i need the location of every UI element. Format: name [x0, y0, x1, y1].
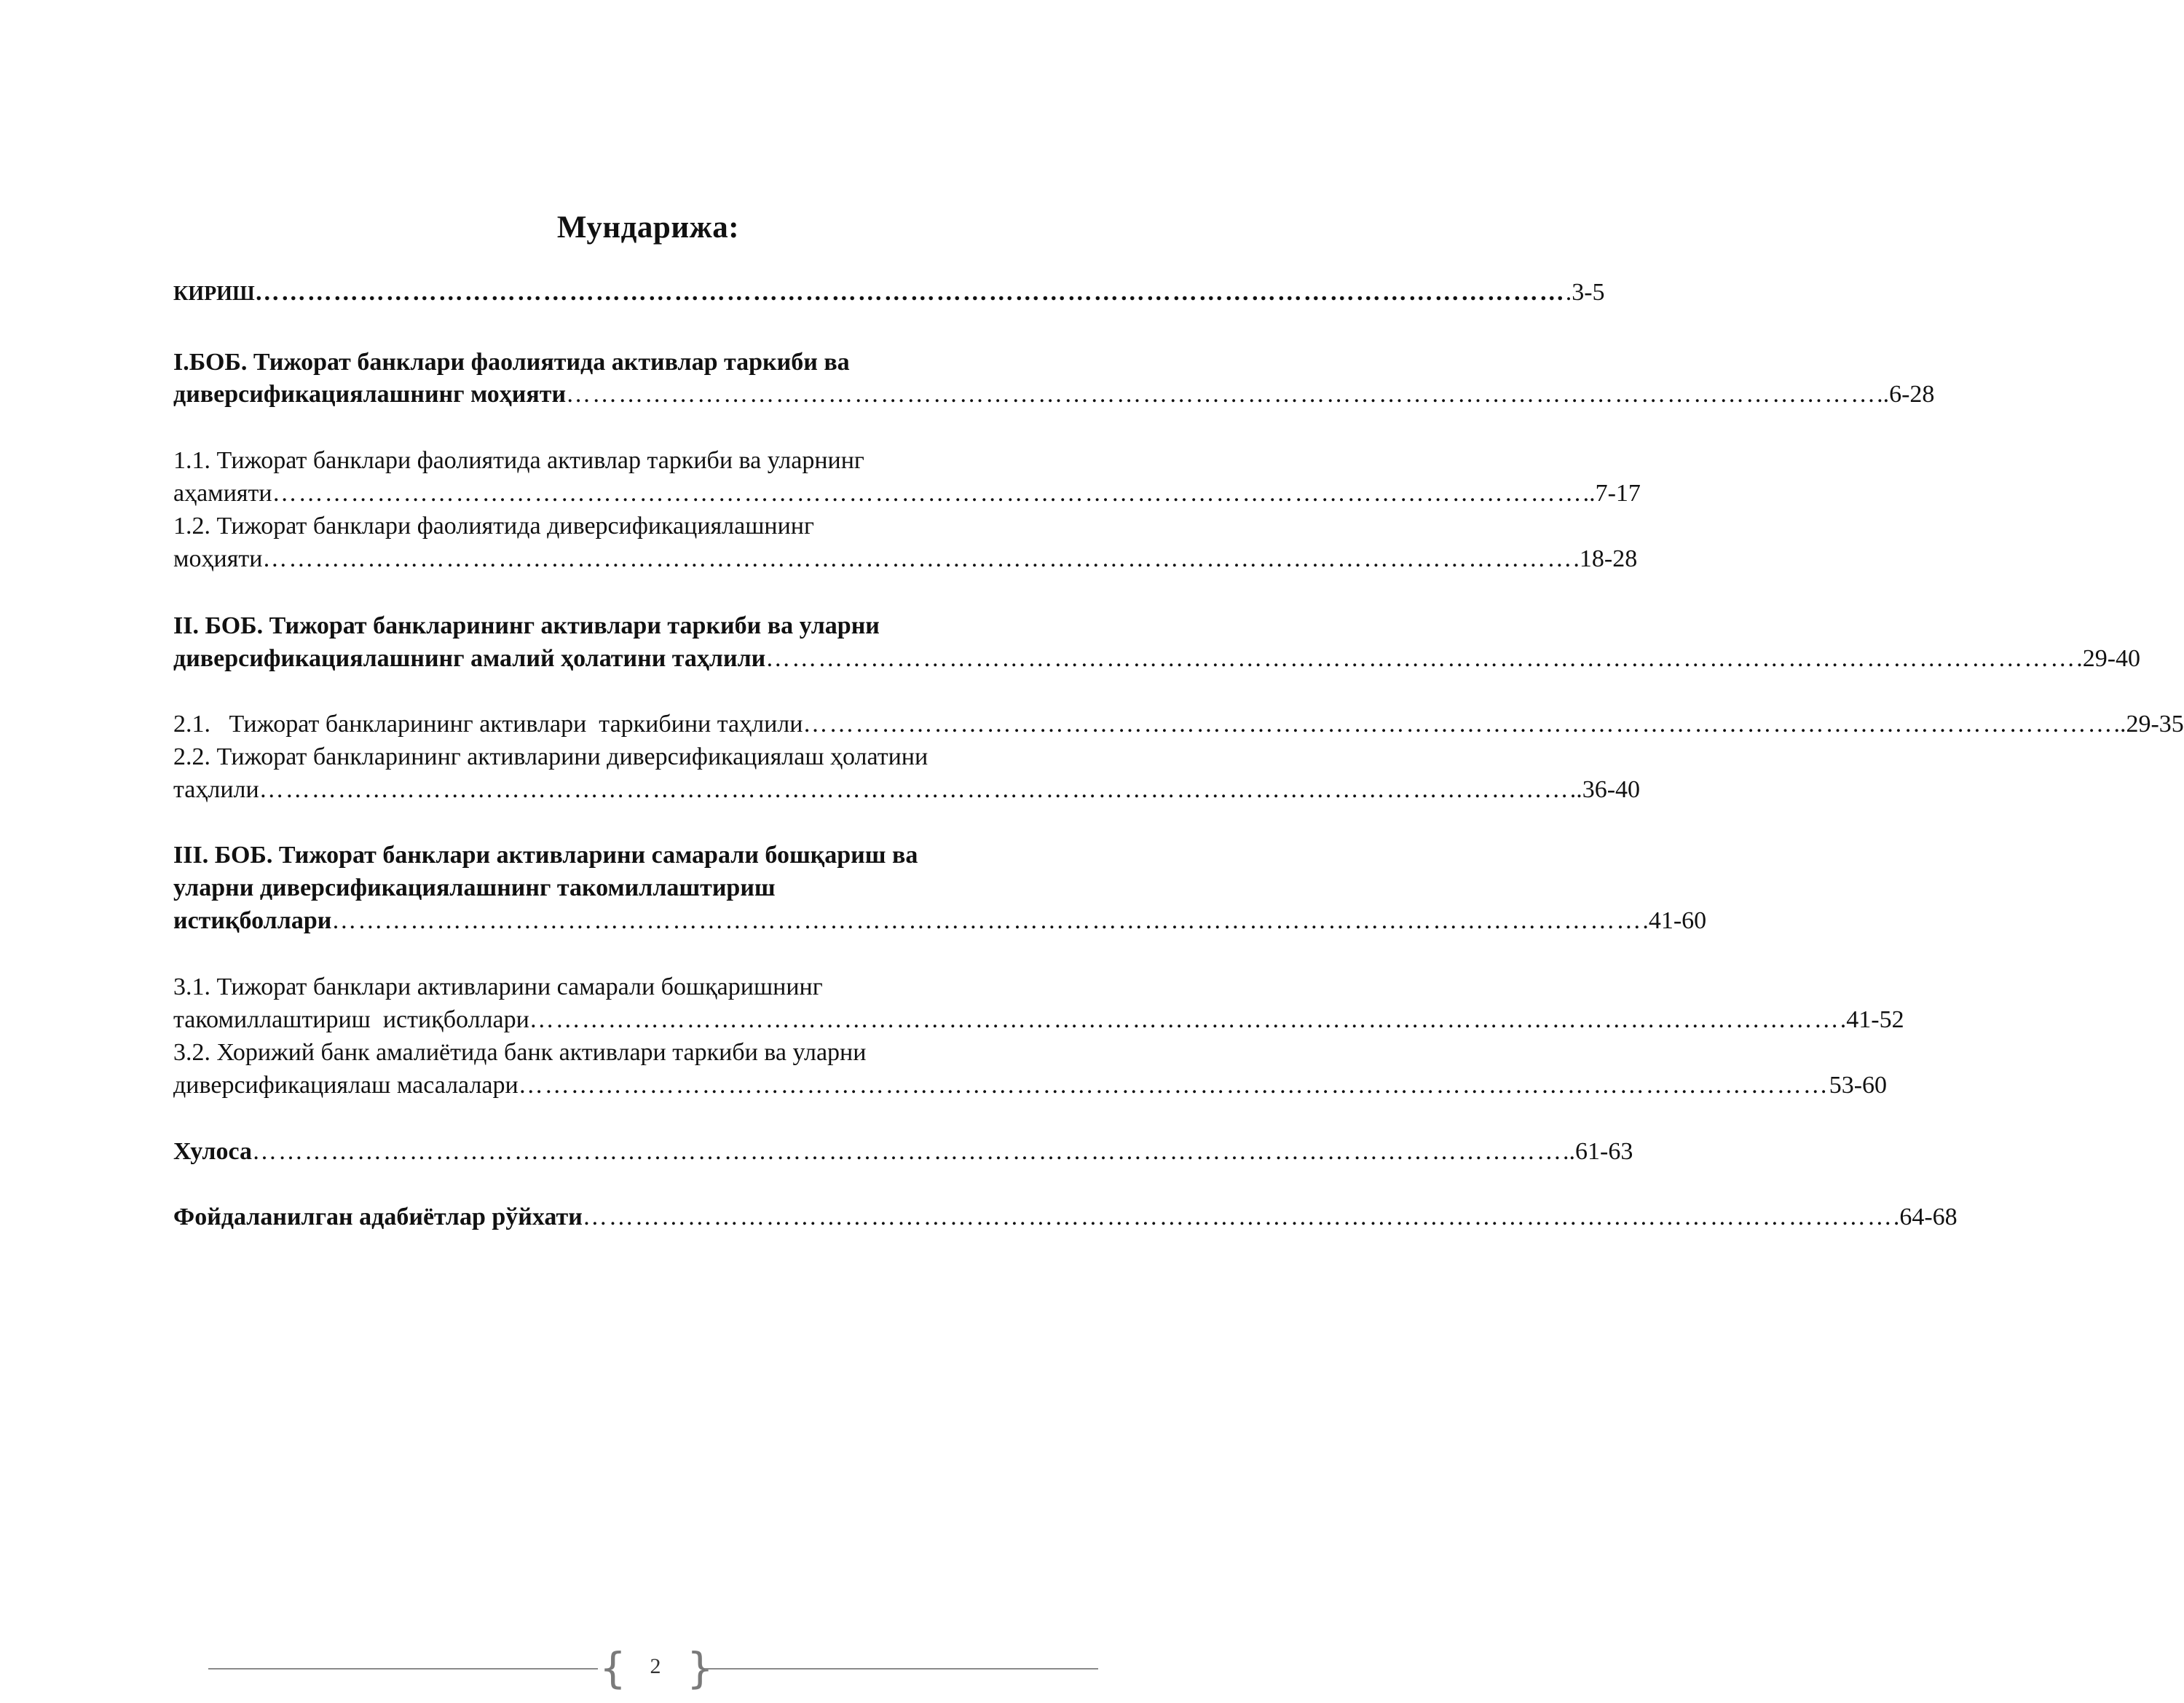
toc-leader-dots: …………………………………………………………………………………………………………………………………… — [272, 480, 1583, 507]
toc-s2-1-line1: 2.1. Тижорат банкларининг активлари таркибини таҳлили — [173, 711, 803, 738]
toc-ch3-line2: уларни диверсификациялашнинг такомиллаштириш — [173, 874, 776, 901]
toc-leader-dots: …………………………………………………………………………………………………………………………………… — [262, 545, 1574, 572]
toc-ch2-pages: .29-40 — [2076, 645, 2141, 672]
toc-leader-dots: …………………………………………………………………………………………………………………………………… — [259, 776, 1570, 803]
toc-entry-ch3 — [173, 905, 1707, 937]
toc-leader-dots: …………………………………………………………………………………………………………………………………… — [582, 1204, 1893, 1230]
toc-intro-label: КИРИШ — [173, 282, 255, 305]
toc-s3-2-pages: 53-60 — [1829, 1072, 1888, 1099]
toc-s3-1-line2: такомиллаштириш истиқболлари — [173, 1006, 529, 1033]
footer-bracket-right: } — [687, 1643, 714, 1693]
toc-leader-dots: …………………………………………………………………………………………………………………………………… — [765, 645, 2077, 672]
toc-intro-pages: .3-5 — [1565, 279, 1605, 306]
toc-s1-2-pages: .18-28 — [1573, 545, 1638, 572]
toc-entry-intro — [173, 277, 1605, 310]
toc-leader-dots: …………………………………………………………………………………………………………………………………… — [518, 1072, 1829, 1099]
toc-ch1-pages: ..6-28 — [1877, 381, 1935, 408]
toc-s2-1-pages: ..29-35 — [2113, 711, 2184, 738]
toc-entry-s3-2 — [173, 1070, 1888, 1102]
toc-s2-2-pages: ..36-40 — [1569, 776, 1641, 803]
toc-references-label: Фойдаланилган адабиётлар рўйхати — [173, 1204, 583, 1230]
toc-ch3-pages: .41-60 — [1642, 907, 1707, 934]
toc-references-pages: .64-68 — [1893, 1204, 1958, 1230]
footer-rule-right — [705, 1668, 1098, 1670]
toc-entry-s3-1 — [173, 1004, 1904, 1036]
toc-conclusion-pages: ..61-63 — [1563, 1138, 1633, 1165]
toc-entry-references — [173, 1201, 1958, 1233]
page-number: 2 — [650, 1654, 661, 1678]
toc-leader-dots: …………………………………………………………………………………………………………………………………… — [254, 279, 1566, 306]
toc-leader-dots: …………………………………………………………………………………………………………………………………… — [566, 381, 1877, 408]
toc-s3-1-pages: .41-52 — [1840, 1006, 1904, 1033]
footer-bracket-left: { — [599, 1643, 626, 1693]
page-title: Мундарижа: — [556, 210, 740, 245]
toc-leader-dots: …………………………………………………………………………………………………………………………………… — [331, 907, 1643, 934]
toc-entry-s1-1 — [173, 478, 1641, 510]
toc-s2-2-line1: 2.2. Тижорат банкларининг активларини диверсификациялаш ҳолатини — [173, 743, 929, 770]
toc-s3-2-line2: диверсификациялаш масалалари — [173, 1072, 519, 1099]
footer-rule-left — [208, 1668, 598, 1670]
toc-entry-s1-2 — [173, 543, 1638, 575]
toc-ch3-line3: истиқболлари — [173, 907, 332, 934]
toc-entry-s2-1 — [173, 708, 2184, 740]
toc-s1-1-line2: аҳамияти — [173, 480, 272, 507]
toc-leader-dots: …………………………………………………………………………………………………………………………………… — [252, 1138, 1563, 1165]
toc-s2-2-line2: таҳлили — [173, 776, 259, 803]
toc-s3-2-line1: 3.2. Хорижий банк амалиётида банк активлари таркиби ва уларни — [173, 1039, 867, 1066]
toc-entry-ch2 — [173, 643, 2141, 675]
toc-s1-2-line1: 1.2. Тижорат банклари фаолиятида диверсификациялашнинг — [173, 513, 814, 540]
toc-ch3-line1: III. БОБ. Тижорат банклари активларини самарали бошқариш ва — [173, 842, 918, 869]
toc-s1-2-line2: моҳияти — [173, 545, 263, 572]
toc-leader-dots: …………………………………………………………………………………………………………………………………… — [803, 711, 2114, 738]
toc-s1-1-pages: ..7-17 — [1582, 480, 1641, 507]
toc-conclusion-label: Хулоса — [173, 1138, 252, 1165]
toc-ch1-line1: I.БОБ. Тижорат банклари фаолиятида активлар таркиби ва — [173, 349, 850, 376]
toc-ch1-line2: диверсификациялашнинг моҳияти — [173, 381, 567, 408]
toc-entry-ch1 — [173, 379, 1935, 411]
toc-s1-1-line1: 1.1. Тижорат банклари фаолиятида активлар таркиби ва уларнинг — [173, 447, 864, 474]
toc-ch2-line2: диверсификациялашнинг амалий ҳолатини таҳлили — [173, 645, 766, 672]
toc-s3-1-line1: 3.1. Тижорат банклари активларини самарали бошқаришнинг — [173, 973, 823, 1000]
toc-entry-conclusion — [173, 1136, 1633, 1168]
toc-leader-dots: …………………………………………………………………………………………………………………………………… — [529, 1006, 1840, 1033]
toc-entry-s2-2 — [173, 774, 1641, 806]
toc-ch2-line1: II. БОБ. Тижорат банкларининг активлари таркиби ва уларни — [173, 612, 880, 639]
